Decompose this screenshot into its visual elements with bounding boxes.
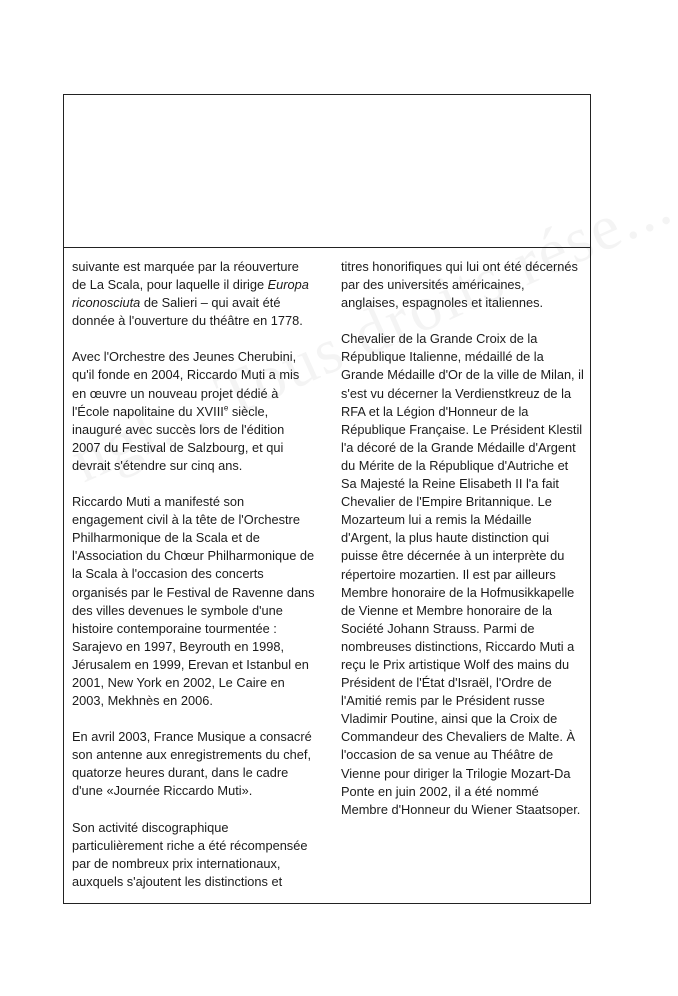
italic-title: Europa riconosciuta [72,277,309,311]
paragraph [72,258,316,330]
text-span: de Salieri – qui avait été donnée à l'ouverture du théâtre en 1778. [72,295,303,329]
right-column [341,258,585,819]
paragraph: Riccardo Muti a manifesté son engagement civil à la tête de l'Orchestre Philharmonique de la Scala et de l'Association du Chœur Philharmonique de la Scala à l'occasion des concerts organisés par le Festival de Ravenne dans des villes devenues le symbole d'une histoire contemporaine tourmentée : Sarajevo en 1997, Beyrouth en 1998, Jérusalem en 1999, Erevan et Istanbul en 2001, New York en 2002, Le Caire en 2003, Mekhnès en 2006. [72,494,315,709]
paragraph: Son activité discographique particulièrement riche a été récompensée par de nombreux prix internationaux, auxquels s'ajoutent les distinctions et [72,819,308,889]
text-span: Avec l'Orchestre des Jeunes Cherubini, qu'il fonde en 2004, Riccardo Muti a mis en œuvre un nouveau projet dédié à l'École napolitaine du XVIII [72,349,300,419]
paragraph [72,348,316,475]
text-span: siècle, inauguré avec succès lors de l'édition 2007 du Festival de Salzbourg, et qui devrait s'étendre sur cinq ans. [72,403,285,473]
text-span: suivante est marquée par la réouverture de La Scala, pour laquelle il dirige [72,259,299,293]
paragraph: Chevalier de la Grande Croix de la République Italienne, médaillé de la Grande Médaille d'Or de la ville de Milan, il s'est vu décerner la Verdienstkreuz de la RFA et la Légion d'Honneur de la République Française. Le Président Klestil l'a décoré de la Grande Médaille d'Argent du Mérite de la République d'Autriche et Sa Majesté la Reine Elisabeth II l'a fait Chevalier de l'Empire Britannique. Le Mozarteum lui a remis la Médaille d'Argent, la plus haute distinction qui puisse être décernée à un interprète du répertoire mozartien. Il est par ailleurs Membre honoraire de la Hofmusikkapelle de Vienne et Membre honoraire de la Société Johann Strauss. Parmi de nombreuses distinctions, Riccardo Muti a reçu le Prix artistique Wolf des mains du Président de l'État d'Israël, l'Ordre de l'Amitié remis par le Président russe Vladimir Poutine, ainsi que la Croix de Commandeur des Chevaliers de Malte. À l'occasion de sa venue au Théâtre de Vienne pour diriger la Trilogie Mozart-Da Ponte en juin 2002, il a été nommé Membre d'Honneur du Wiener Staatsoper. [341,331,584,817]
left-column [72,258,316,891]
empty-header-box [64,95,590,248]
paragraph: En avril 2003, France Musique a consacré son antenne aux enregistrements du chef, quatorze heures durant, dans le cadre d'une «Journée Riccardo Muti». [72,729,312,799]
page-frame [63,94,591,904]
superscript: e [223,403,229,413]
paragraph: titres honorifiques qui lui ont été décernés par des universités américaines, anglaises, espagnoles et italiennes. [341,259,578,311]
